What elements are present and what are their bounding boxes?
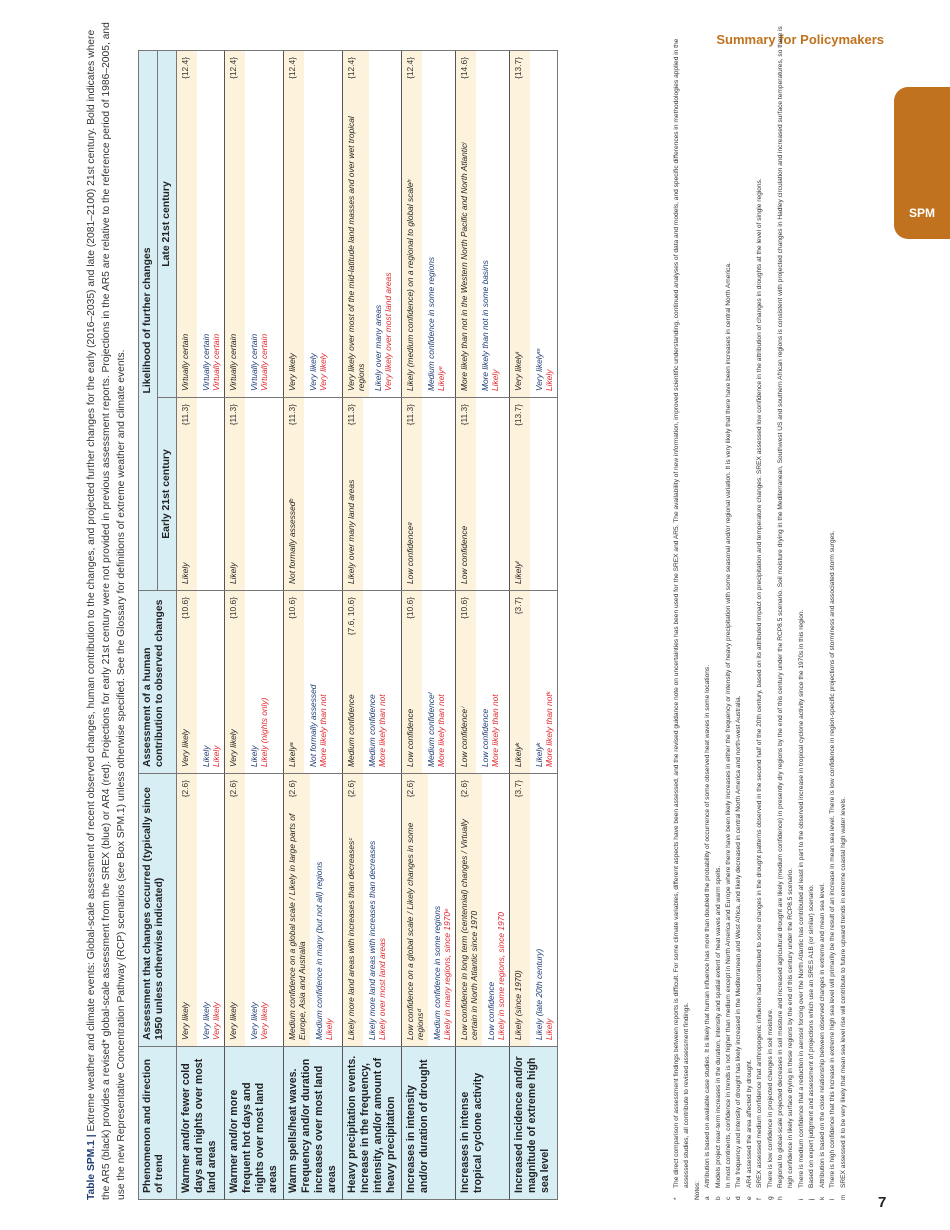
chapter-ref: {13.7} (513, 404, 523, 426)
phenomenon: Warmer and/or fewer cold days and nights over most land areas (177, 1047, 225, 1200)
srex-assessment: Likelyᵏ (534, 742, 544, 767)
phenomenon: Increases in intense tropical cyclone activity (456, 1047, 510, 1200)
ar5-assessment: Low confidence in long term (centennial) changes / Virtually certain in North Atlantic since 1970 (459, 819, 479, 1040)
ar4-assessment: Virtually certain (211, 333, 221, 391)
cell-observed (177, 774, 225, 1047)
ar5-assessment: Likely over many land areas (346, 479, 356, 584)
chapter-ref: {10.6} (405, 597, 415, 619)
phenomenon: Warm spells/heat waves. Frequency and/or duration increases over most land areas (284, 1047, 343, 1200)
ar4-assessment: Likely (nights only) (259, 697, 269, 767)
header-human: Assessment of a human contribution to observed changes (139, 591, 177, 774)
footnote: g There is low confidence in projected changes in soil moisture. (766, 1008, 774, 1200)
srex-assessment: Medium confidence in some regions (432, 905, 442, 1040)
chapter-ref: {10.6} (459, 597, 469, 619)
cell-observed (456, 774, 510, 1047)
ar5-assessment: Low confidence on a global scale / Likely changes in some regionsᵈ (405, 822, 425, 1040)
page-number: 7 (878, 1194, 887, 1211)
cell-late (177, 51, 225, 398)
srex-assessment: Likely (249, 745, 259, 767)
ar5-assessment: Likelyˡ (513, 561, 523, 584)
srex-assessment: Low confidence (480, 708, 490, 767)
cell-human (284, 591, 343, 774)
chapter-ref: {10.6} (180, 597, 190, 619)
caption-text: Extreme weather and climate events: Global-scale assessment of recent observed changes, human contribution to the changes, and projected further changes for the early (2016–2035) and late (2081–2100) 21st century. Bold indicates where the AR5 (black) provides a revised* global-scale assessment from the SREX (blue) or AR4 (red). Projections for early 21st century were not provided in previous assessment reports. Projections in the AR5 are relative to the reference period of 1986–2005, and use the new Representative Concentration Pathway (RCP) scenarios (see Box SPM.1) unless otherwise specified. See the Glossary for definitions of extreme weather and climate events. (86, 22, 127, 1200)
ar4-assessment: Likelyᵉ (436, 366, 446, 391)
chapter-ref: {7.6, 10.6} (346, 597, 356, 636)
ar4-assessment: Very likely (259, 1002, 269, 1040)
ar4-assessment: Likely (544, 1018, 554, 1040)
header-phenomenon: Phenomenon and direction of trend (139, 1047, 177, 1200)
cell-human (177, 591, 225, 774)
chapter-ref: {10.6} (228, 597, 238, 619)
ar5-assessment: Very likely (228, 729, 238, 767)
srex-assessment: Likely over many areas (373, 304, 383, 391)
cell-human (402, 591, 456, 774)
cell-early (510, 398, 558, 591)
ar5-assessment: Not formally assessedᵇ (287, 499, 297, 584)
ar5-assessment: Likely (since 1970) (513, 970, 523, 1040)
table-row (510, 51, 558, 1200)
footnote: d The frequency and intensity of drought has likely increased in the Mediterranean and West Africa, and likely decreased in central North America and north-west Australia. (735, 695, 743, 1200)
ar5-assessment: Very likely (180, 1002, 190, 1040)
cell-early (402, 398, 456, 591)
ar4-assessment: Likely (324, 1018, 334, 1040)
ar5-assessment: Very likelyˡ (513, 352, 523, 391)
ar5-assessment: Low confidenceᵍ (405, 522, 415, 584)
ar4-assessment: Very likely (211, 1002, 221, 1040)
chapter-ref: {11.3} (346, 404, 356, 426)
spm-table (138, 50, 558, 1200)
chapter-ref: {2.6} (405, 780, 415, 798)
cell-observed (225, 774, 284, 1047)
srex-assessment: Very likelyᵐ (534, 348, 544, 391)
ar4-assessment: More likely than not (436, 694, 446, 767)
table-row (177, 51, 225, 1200)
footnote: h Regional to global-scale projected decreases in soil moisture and increased agricultural drought are likely (medium confidence) in presently dry regions by the end of this century under the RCP8.5 scenario. Soil moisture drying in the Mediterranean, Southwest US and southern African regions is consistent with projected changes in Hadley circulation and increased surface temperatures, so there is high confidence in likely surface drying in these regions by the end of this century under the RCP8.5 scenario. (777, 26, 795, 1200)
ar5-assessment: Likely more land areas with increases than decreasesᶜ (346, 837, 356, 1040)
chapter-ref: {12.4} (287, 57, 297, 79)
chapter-ref: {2.6} (346, 780, 356, 798)
phenomenon: Increased incidence and/or magnitude of extreme high sea level (510, 1047, 558, 1200)
chapter-ref: {10.6} (287, 597, 297, 619)
cell-late (456, 51, 510, 398)
spm-tab-label: SPM (908, 206, 935, 220)
ar4-assessment: Likely in many regions, since 1970ᵉ (442, 908, 452, 1040)
ar5-assessment: Low confidenceⁱ (459, 707, 469, 767)
cell-early (225, 398, 284, 591)
cell-observed (402, 774, 456, 1047)
table-row (225, 51, 284, 1200)
cell-late (225, 51, 284, 398)
srex-assessment: Very likely (308, 353, 318, 391)
ar4-assessment: Likely (211, 745, 221, 767)
cell-human (456, 591, 510, 774)
chapter-ref: {2.6} (180, 780, 190, 798)
table-row (456, 51, 510, 1200)
ar5-assessment: Likely (medium confidence) on a regional to global scaleʰ (405, 179, 415, 391)
cell-early (343, 398, 402, 591)
phenomenon: Increases in intensity and/or duration of drought (402, 1047, 456, 1200)
ar5-assessment: More likely than not in the Western North Pacific and North Atlanticʲ (459, 142, 469, 391)
notes-heading: Notes: (693, 1180, 701, 1200)
header-late: Late 21st century (158, 51, 177, 398)
ar4-assessment: Likely (490, 369, 500, 391)
ar4-assessment: More likely than not (377, 694, 387, 767)
cell-late (343, 51, 402, 398)
cell-early (456, 398, 510, 591)
ar5-assessment: Likelyᵃ (287, 742, 297, 767)
phenomenon: Heavy precipitation events. Increase in the frequency, intensity, and/or amount of heavy precipitation (343, 1047, 402, 1200)
ar5-assessment: Virtually certain (180, 333, 190, 391)
srex-assessment: Virtually certain (249, 333, 259, 391)
table-row (343, 51, 402, 1200)
footnote: j Based on expert judgment and assessment of projections which use an SRES A1B (or similar) scenario. (808, 884, 816, 1200)
section-header: Summary for Policymakers (716, 32, 884, 47)
ar4-assessment: Likely over most land areas (377, 938, 387, 1040)
ar4-assessment: Virtually certain (259, 333, 269, 391)
ar5-assessment: Medium confidence (346, 694, 356, 767)
cell-human (343, 591, 402, 774)
cell-human (225, 591, 284, 774)
footnote: k Attribution is based on the close relationship between observed changes in extreme and mean sea level. (818, 883, 826, 1200)
ar4-assessment: Likely in some regions, since 1970 (496, 911, 506, 1040)
srex-assessment: More likely than not in some basins (480, 260, 490, 391)
cell-human (510, 591, 558, 774)
chapter-ref: {2.6} (228, 780, 238, 798)
cell-late (510, 51, 558, 398)
footnote: l There is high confidence that this increase in extreme high sea level will primarily be the result of an increase in mean sea level. There is low confidence in region-specific projections of storminess and associated storm surges. (829, 530, 837, 1200)
ar4-assessment: Very likely (318, 353, 328, 391)
srex-assessment: Medium confidence (367, 694, 377, 767)
ar5-assessment: Very likely (180, 729, 190, 767)
caption-label: Table SPM.1 | (86, 1134, 97, 1200)
ar5-assessment: Very likely (287, 353, 297, 391)
srex-assessment: Medium confidence in many (but not all) regions (314, 861, 324, 1040)
srex-assessment: Very likely (201, 1002, 211, 1040)
header-likelihood: Likelihood of further changes (139, 51, 158, 591)
table-row (284, 51, 343, 1200)
chapter-ref: {12.4} (346, 57, 356, 79)
cell-late (402, 51, 456, 398)
chapter-ref: {12.4} (180, 57, 190, 79)
footnote: a Attribution is based on available case studies. It is likely that human influence has more than doubled the probability of occurrence of some observed heat waves in some locations. (704, 664, 712, 1200)
cell-observed (284, 774, 343, 1047)
ar5-assessment: Very likely over most of the mid-latitude land masses and over wet tropical regions (346, 116, 366, 391)
chapter-ref: {12.4} (405, 57, 415, 79)
footnote: e AR4 assessed the area affected by drought. (745, 1059, 753, 1200)
chapter-ref: {13.7} (513, 57, 523, 79)
ar5-assessment: Virtually certain (228, 333, 238, 391)
chapter-ref: {11.3} (405, 404, 415, 426)
chapter-ref: {3.7} (513, 597, 523, 615)
ar4-assessment: Very likely over most land areas (383, 272, 393, 391)
footnote: i There is medium confidence that a reduction in aerosol forcing over the North Atlantic has contributed at least in part to the observed increase in tropical cyclone activity since the 1970s in this region. (797, 609, 805, 1200)
chapter-ref: {2.6} (459, 780, 469, 798)
footnote-star: * The direct comparison of assessment findings between reports is difficult. For some climate variables, different aspects have been assessed, and the revised guidance note on uncertainties has been used for the SREX and AR5. The availability of new information, improved scientific understanding, continued analyses of data and models, and specific differences in methodologies applied in the assessed studies, all contribute to revised assessment findings. (673, 38, 691, 1200)
ar5-assessment: Medium confidence on a global scale / Likely in large parts of Europe, Asia and Australia (287, 813, 307, 1040)
chapter-ref: {2.6} (287, 780, 297, 798)
ar5-assessment: Likely (228, 562, 238, 584)
footnotes (672, 20, 849, 1200)
srex-assessment: Medium confidence in some regions (426, 256, 436, 391)
srex-assessment: Medium confidenceᶠ (426, 692, 436, 767)
chapter-ref: {14.6} (459, 57, 469, 79)
ar4-assessment: More likely than notᵏ (544, 691, 554, 767)
header-early: Early 21st century (158, 398, 177, 591)
footnote: m SREX assessed it to be very likely that mean sea level rise will contribute to future upward trends in extreme coastal high water levels. (839, 796, 847, 1200)
cell-observed (343, 774, 402, 1047)
srex-assessment: Virtually certain (201, 333, 211, 391)
cell-early (284, 398, 343, 591)
ar5-assessment: Low confidence (405, 708, 415, 767)
chapter-ref: {12.4} (228, 57, 238, 79)
phenomenon: Warmer and/or more frequent hot days and nights over most land areas (225, 1047, 284, 1200)
chapter-ref: {11.3} (459, 404, 469, 426)
cell-observed (510, 774, 558, 1047)
ar4-assessment: More likely than not (318, 694, 328, 767)
footnote: c In most continents, confidence in trends is not higher than medium except in North America and Europe where there have been likely increases in either the frequency or intensity of heavy precipitation with some seasonal and/or regional variation. It is very likely that there have been increases in central North America. (725, 262, 733, 1200)
srex-assessment: Likely more land areas with increases than decreases (367, 840, 377, 1040)
footnote: f SREX assessed medium confidence that anthropogenic influence had contributed to some changes in the drought patterns observed in the second half of the 20th century, based on its attributed impact on precipitation and temperature changes. SREX assessed low confidence in the attribution of changes in droughts at the level of single regions. (756, 178, 764, 1200)
ar5-assessment: Very likely (228, 1002, 238, 1040)
ar5-assessment: Likely (180, 562, 190, 584)
srex-assessment: Not formally assessed (308, 684, 318, 767)
ar5-assessment: Likelyᵏ (513, 742, 523, 767)
ar4-assessment: More likely than not (490, 694, 500, 767)
srex-assessment: Likely (late 20th century) (534, 948, 544, 1040)
footnote: b Models project near-term increases in the duration, intensity and spatial extent of heat waves and warm spells. (714, 865, 722, 1200)
chapter-ref: {11.3} (180, 404, 190, 426)
srex-assessment: Likely (201, 745, 211, 767)
cell-early (177, 398, 225, 591)
ar4-assessment: Likely (544, 369, 554, 391)
table-row (402, 51, 456, 1200)
srex-assessment: Low confidence (486, 981, 496, 1040)
header-observed: Assessment that changes occurred (typically since 1950 unless otherwise indicated) (139, 774, 177, 1047)
chapter-ref: {3.7} (513, 780, 523, 798)
srex-assessment: Very likely (249, 1002, 259, 1040)
chapter-ref: {11.3} (228, 404, 238, 426)
table-caption (84, 20, 129, 1200)
chapter-ref: {11.3} (287, 404, 297, 426)
ar5-assessment: Low confidence (459, 525, 469, 584)
cell-late (284, 51, 343, 398)
